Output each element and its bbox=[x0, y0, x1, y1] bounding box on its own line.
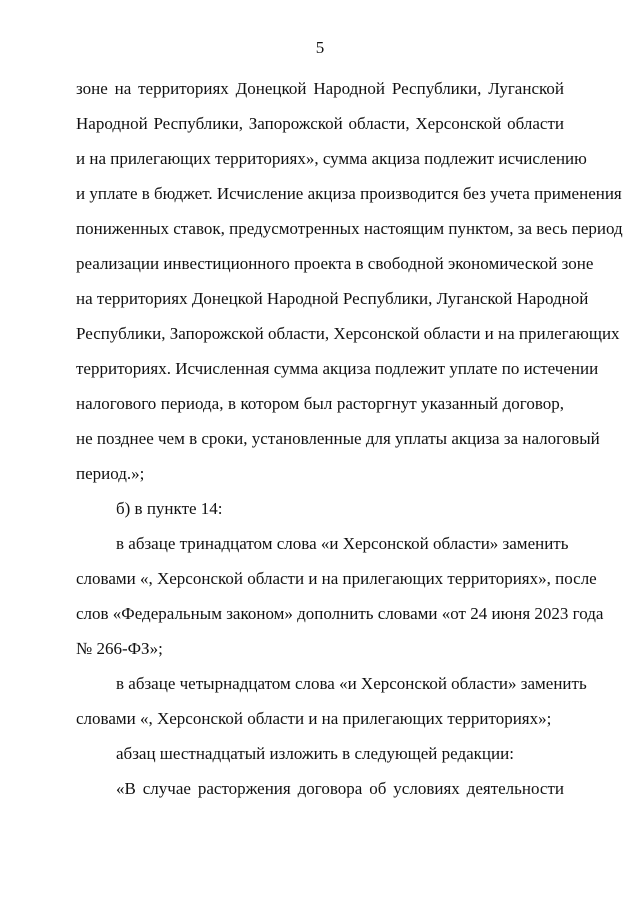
text-line: слов «Федеральным законом» дополнить словами «от 24 июня 2023 года bbox=[76, 604, 604, 623]
text-line: и уплате в бюджет. Исчисление акциза производится без учета применения bbox=[76, 184, 622, 203]
text-line: зоне на территориях Донецкой Народной Республики, Луганской bbox=[76, 79, 564, 98]
text-line: словами «, Херсонской области и на прилегающих территориях»; bbox=[76, 709, 552, 728]
text-line: в абзаце четырнадцатом слова «и Херсонской области» заменить bbox=[116, 674, 587, 693]
text-line: Народной Республики, Запорожской области, Херсонской области bbox=[76, 114, 564, 133]
text-line: № 266-ФЗ»; bbox=[76, 639, 163, 658]
text-line: «В случае расторжения договора об условиях деятельности bbox=[116, 779, 564, 798]
text-line: территориях. Исчисленная сумма акциза подлежит уплате по истечении bbox=[76, 359, 599, 378]
page-number: 5 bbox=[315, 38, 325, 57]
text-line: на территориях Донецкой Народной Республики, Луганской Народной bbox=[76, 289, 589, 308]
text-line: пониженных ставок, предусмотренных настоящим пунктом, за весь период bbox=[76, 219, 623, 238]
text-line: в абзаце тринадцатом слова «и Херсонской области» заменить bbox=[116, 534, 569, 553]
text-line: не позднее чем в сроки, установленные для уплаты акциза за налоговый bbox=[76, 429, 600, 448]
text-line: период.»; bbox=[76, 464, 145, 483]
text-line: и на прилегающих территориях», сумма акциза подлежит исчислению bbox=[76, 149, 587, 168]
paragraph-heading: б) в пункте 14: bbox=[116, 499, 223, 518]
text-line: абзац шестнадцатый изложить в следующей редакции: bbox=[116, 744, 514, 763]
text-line: Республики, Запорожской области, Херсонской области и на прилегающих bbox=[76, 324, 620, 343]
text-line: реализации инвестиционного проекта в свободной экономической зоне bbox=[76, 254, 594, 273]
text-line: словами «, Херсонской области и на прилегающих территориях», после bbox=[76, 569, 597, 588]
text-line: налогового периода, в котором был расторгнут указанный договор, bbox=[76, 394, 564, 413]
